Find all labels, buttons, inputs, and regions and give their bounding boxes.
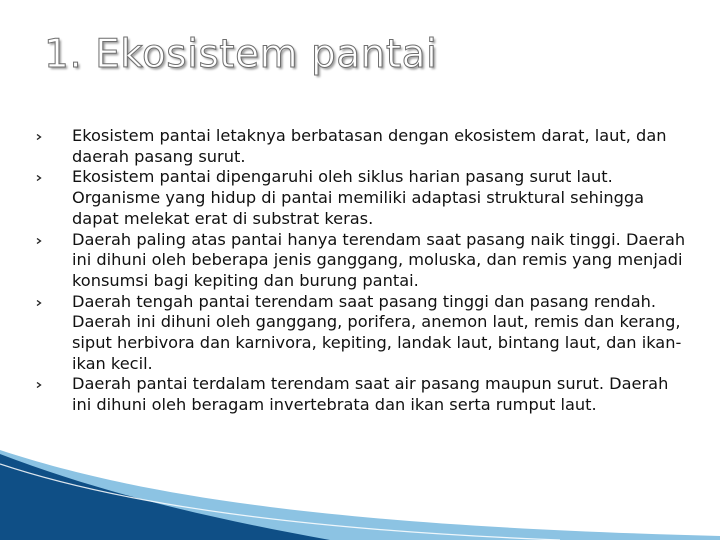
bullet-item xyxy=(36,126,686,167)
bullet-item xyxy=(36,230,686,292)
bullet-item xyxy=(36,167,686,229)
chevron-bullet-icon xyxy=(36,238,42,244)
chevron-bullet-icon xyxy=(36,382,42,388)
bullet-text: Daerah pantai terdalam terendam saat air pasang maupun surut. Daerah ini dihuni oleh beragam invertebrata dan ikan serta rumput laut. xyxy=(72,374,669,415)
bullet-text: Ekosistem pantai letaknya berbatasan dengan ekosistem darat, laut, dan daerah pasang surut. xyxy=(72,126,667,166)
chevron-bullet-icon xyxy=(36,134,42,140)
bullet-text: Daerah paling atas pantai hanya terendam saat pasang naik tinggi. Daerah ini dihuni oleh beberapa jenis ganggang, moluska, dan remis yang menjadi konsumsi bagi kepiting dan burung pantai. xyxy=(72,229,686,290)
chevron-bullet-icon xyxy=(36,300,42,306)
bullet-item xyxy=(36,374,686,415)
bullet-item xyxy=(36,292,686,375)
slide-title: 1. Ekosistem pantai xyxy=(44,32,438,77)
decorative-wave xyxy=(0,450,720,540)
bullet-list xyxy=(36,126,686,416)
bullet-text: Ekosistem pantai dipengaruhi oleh siklus harian pasang surut laut. Organisme yang hidup di pantai memiliki adaptasi struktural sehingga dapat melekat erat di substrat keras. xyxy=(72,167,645,228)
chevron-bullet-icon xyxy=(36,175,42,181)
bullet-text: Daerah tengah pantai terendam saat pasang tinggi dan pasang rendah. Daerah ini dihuni oleh ganggang, porifera, anemon laut, remis dan kerang, siput herbivora dan karnivora, kepiting, landak laut, bintang laut, dan ikan-ikan kecil. xyxy=(72,291,682,373)
